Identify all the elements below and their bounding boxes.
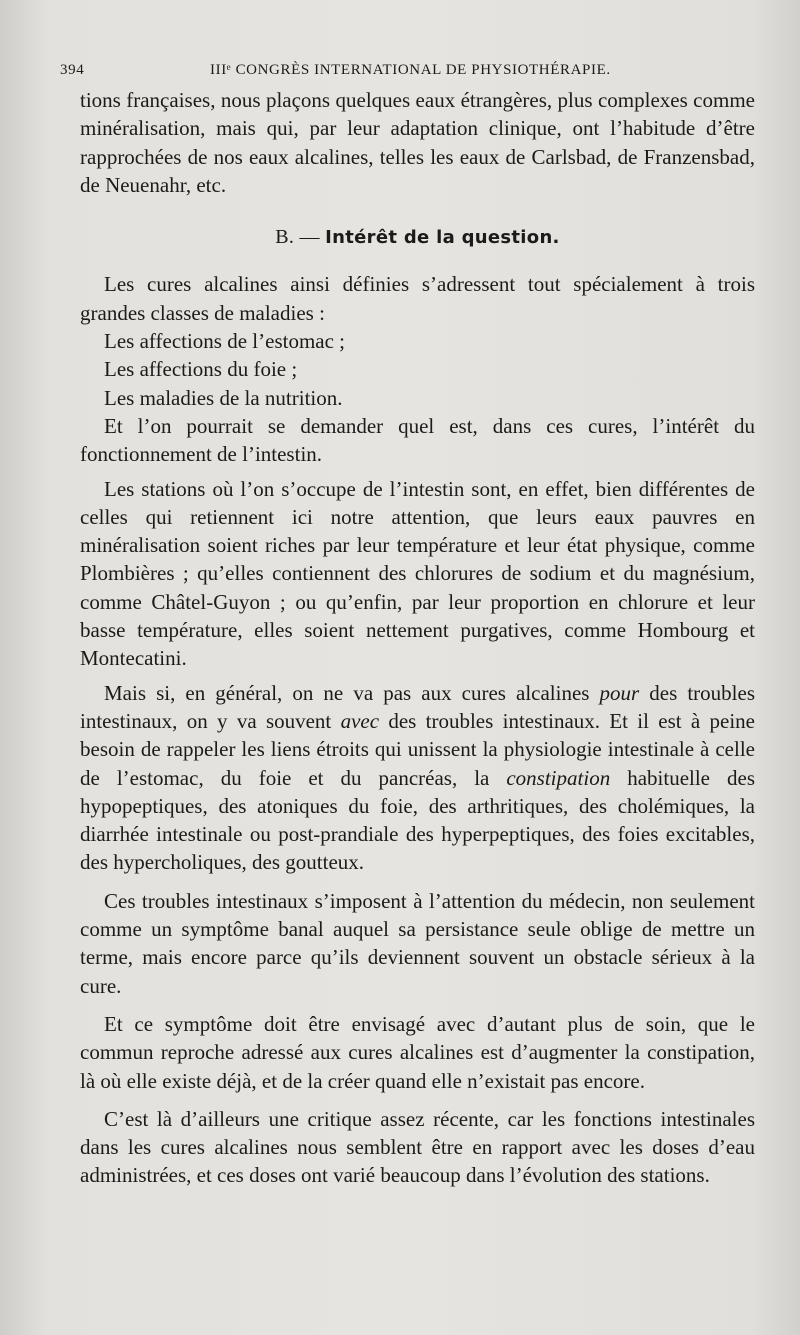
list-item: Les affections du foie ;	[104, 357, 298, 382]
paragraph: Ces troubles intestinaux s’imposent à l’attention du médecin, non seulement comme un symptôme banal auquel sa persistance seule oblige de mettre un terme, mais encore parce qu’ils deviennent souvent un obstacle sérieux à la cure.	[80, 888, 755, 998]
italic-pour: pour	[599, 680, 640, 705]
italic-avec: avec	[340, 708, 380, 733]
section-heading	[80, 223, 755, 252]
list-item: Les maladies de la nutrition.	[104, 385, 343, 410]
running-title: IIIᵉ CONGRÈS INTERNATIONAL DE PHYSIOTHÉRAPIE.	[210, 62, 611, 78]
list-item: Les affections de l’estomac ;	[104, 329, 346, 354]
page-number: 394	[60, 62, 85, 78]
paragraph: Et ce symptôme doit être envisagé avec d’autant plus de soin, que le commun reproche adressé aux cures alcalines est d’augmenter la constipation, là où elle existe déjà, et de la créer quand elle n’existait pas encore.	[80, 1011, 755, 1093]
paragraph: Mais si, en général, on ne va pas aux cures alcalines pour des troubles intestinaux, on y va souvent avec des troubles intestinaux. Et il est à peine besoin de rappeler les liens étroits qui unissent la physiologie intestinale à celle de l’estomac, du foie et du pancréas, la constipation habituelle des hypopeptiques, des atoniques du foie, des arthritiques, des cholémiques, la diarrhée intestinale ou post-prandiale des hyperpeptiques, des foies excitables, des hypercholiques, des goutteux.	[80, 680, 755, 875]
paragraph: tions françaises, nous plaçons quelques eaux étrangères, plus complexes comme minéralisation, mais qui, par leur adaptation clinique, ont l’habitude d’être rapprochées de nos eaux alcalines, telles les eaux de Carlsbad, de Franzensbad, de Neuenahr, etc.	[80, 88, 755, 197]
section-title: Intérêt de la question.	[325, 227, 560, 249]
section-label: B. —	[275, 226, 320, 249]
paragraph: Et l’on pourrait se demander quel est, dans ces cures, l’intérêt du fonctionnement de l’intestin.	[80, 413, 755, 467]
paragraph: Les stations où l’on s’occupe de l’intestin sont, en effet, bien différentes de celles qui retiennent ici notre attention, que leurs eaux pauvres en minéralisation soient riches par leur température et leur état physique, comme Plombières ; qu’elles contiennent des chlorures de sodium et du magnésium, comme Châtel-Guyon ; ou qu’enfin, par leur proportion en chlorure et leur basse température, elles soient nettement purgatives, comme Hombourg et Montecatini.	[80, 476, 755, 671]
italic-constipation: constipation	[506, 765, 611, 790]
paragraph: Les cures alcalines ainsi définies s’adressent tout spécialement à trois grandes classes de maladies :	[80, 272, 755, 325]
body-text	[80, 86, 755, 1190]
paragraph: C’est là d’ailleurs une critique assez récente, car les fonctions intestinales dans les cures alcalines nous semblent être en rapport avec les doses d’eau administrées, et ces doses ont varié beaucoup dans l’évolution des stations.	[80, 1106, 755, 1188]
